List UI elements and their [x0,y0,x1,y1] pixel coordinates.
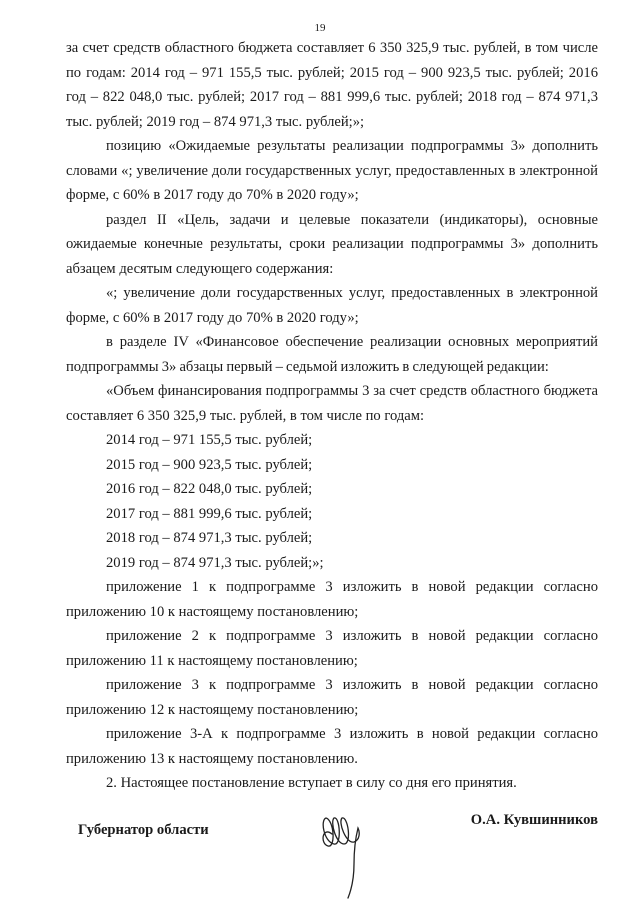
signature-block [78,812,598,902]
year-line: 2018 год – 874 971,3 тыс. рублей; [106,530,313,546]
paragraph: раздел II «Цель, задачи и целевые показатели (индикаторы), основные ожидаемые конечные результаты, сроки реализации подпрограммы 3» дополнить абзацем десятым следующего содержания: [66,211,598,277]
handwritten-signature-icon [314,806,384,902]
signatory-name: О.А. Кувшинников [470,812,598,828]
document-body [66,36,598,796]
signatory-title: Губернатор области [78,822,209,838]
paragraph: за счет средств областного бюджета составляет 6 350 325,9 тыс. рублей, в том числе по годам: 2014 год – 971 155,5 тыс. рублей; 2015 год – 900 923,5 тыс. рублей; 2016 год – 822 048,0 тыс. рублей; 2017 год – 881 999,6 тыс. рублей; 2018 год – 874 971,3 тыс. рублей; 2019 год – 874 971,3 тыс. рублей;»; [66,40,598,130]
year-line: 2019 год – 874 971,3 тыс. рублей;»; [106,554,324,571]
year-line: 2016 год – 822 048,0 тыс. рублей; [106,481,313,497]
year-line: 2014 год – 971 155,5 тыс. рублей; [106,432,313,448]
appendix-paragraph: приложение 1 к подпрограмме 3 изложить в новой редакции согласно приложению 10 к настоящему постановлению; [66,579,598,620]
appendix-paragraph: приложение 3-А к подпрограмме 3 изложить в новой редакции согласно приложению 13 к настоящему постановлению. [66,726,598,767]
paragraph: «Объем финансирования подпрограммы 3 за счет средств областного бюджета составляет 6 350 325,9 тыс. рублей, в том числе по годам: [66,383,598,424]
paragraph: «; увеличение доли государственных услуг, предоставленных в электронной форме, с 60% в 2017 году до 70% в 2020 году»; [66,285,598,326]
paragraph: 2. Настоящее постановление вступает в силу со дня его принятия. [106,775,517,791]
paragraph: в разделе IV «Финансовое обеспечение реализации основных мероприятий подпрограммы 3» абзацы первый – седьмой изложить в следующей редакции: [66,334,598,375]
year-line: 2015 год – 900 923,5 тыс. рублей; [106,456,313,473]
paragraph: позицию «Ожидаемые результаты реализации подпрограммы 3» дополнить словами «; увеличение доли государственных услуг, предоставленных в электронной форме, с 60% в 2017 году до 70% в 2020 году»; [66,138,598,203]
appendix-paragraph: приложение 3 к подпрограмме 3 изложить в новой редакции согласно приложению 12 к настоящему постановлению; [66,677,598,718]
page-number: 19 [314,22,326,34]
appendix-paragraph: приложение 2 к подпрограмме 3 изложить в новой редакции согласно приложению 11 к настоящему постановлению; [66,628,598,669]
year-line: 2017 год – 881 999,6 тыс. рублей; [106,505,313,522]
